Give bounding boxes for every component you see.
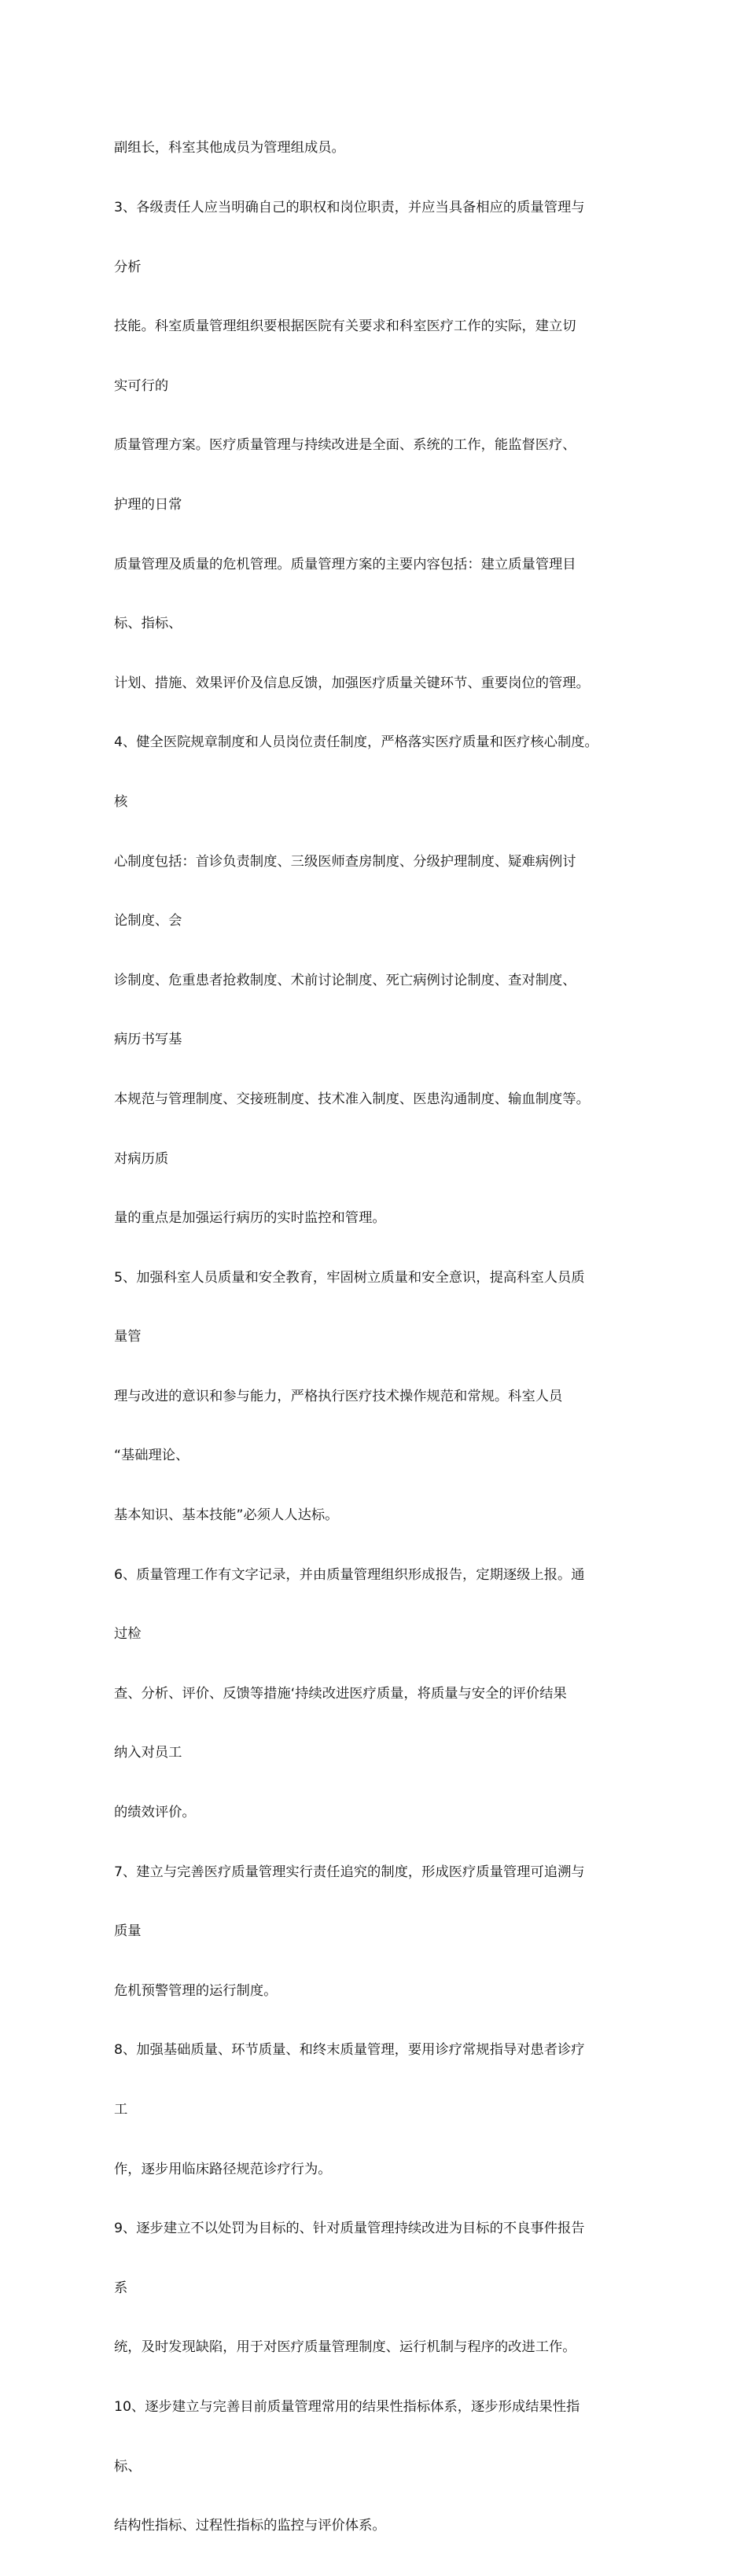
text-line: 理与改进的意识和参与能力，严格执行医疗技术操作规范和常规。科室人员 — [114, 1388, 563, 1404]
text-line: 4、健全医院规章制度和人员岗位责任制度，严格落实医疗质量和医疗核心制度。 — [114, 734, 598, 751]
text-line: 3、各级责任人应当明确自己的职权和岗位职责，并应当具备相应的质量管理与 — [114, 200, 585, 215]
text-line: 实可行的 — [114, 377, 169, 394]
text-line: 7、建立与完善医疗质量管理实行责任追究的制度，形成医疗质量管理可追溯与 — [114, 1864, 585, 1880]
text-line: 质量 — [114, 1923, 142, 1940]
text-line: 诊制度、危重患者抢救制度、术前讨论制度、死亡病例讨论制度、查对制度、 — [114, 972, 576, 988]
text-line: 量管 — [114, 1329, 142, 1345]
text-line: 护理的日常 — [114, 496, 182, 513]
text-line: 质量管理及质量的危机管理。质量管理方案的主要内容包括：建立质量管理目 — [114, 556, 576, 572]
text-line: 的绩效评价。 — [114, 1805, 196, 1821]
text-line: 标、 — [114, 2458, 142, 2475]
text-line: 量的重点是加强运行病历的实时监控和管理。 — [114, 1210, 386, 1227]
text-line: 核 — [114, 793, 128, 810]
text-line: 5、加强科室人员质量和安全教育，牢固树立质量和安全意识，提高科室人员质 — [114, 1269, 585, 1286]
text-line: 分析 — [114, 259, 142, 275]
text-line: 统，及时发现缺陷，用于对医疗质量管理制度、运行机制与程序的改进工作。 — [114, 2339, 576, 2356]
text-line: 9、逐步建立不以处罚为目标的、针对质量管理持续改进为目标的不良事件报告 — [114, 2221, 585, 2237]
text-line: 工 — [114, 2102, 128, 2118]
text-line: 计划、措施、效果评价及信息反馈，加强医疗质量关键环节、重要岗位的管理。 — [114, 675, 590, 691]
text-line: 过检 — [114, 1626, 142, 1643]
text-line: 基本知识、基本技能”必须人人达标。 — [114, 1507, 339, 1524]
text-line: 结构性指标、过程性指标的监控与评价体系。 — [114, 2518, 386, 2534]
text-line: 作，逐步用临床路径规范诊疗行为。 — [114, 2161, 332, 2177]
text-line: 论制度、会 — [114, 913, 182, 929]
text-line: 对病历质 — [114, 1150, 169, 1167]
text-line: “基础理论、 — [114, 1448, 190, 1464]
text-line: 心制度包括：首诊负责制度、三级医师查房制度、分级护理制度、疑难病例讨 — [114, 853, 576, 870]
text-line: 病历书写基 — [114, 1032, 182, 1048]
text-line: 技能。科室质量管理组织要根据医院有关要求和科室医疗工作的实际，建立切 — [114, 318, 576, 335]
text-line: 10、逐步建立与完善目前质量管理常用的结果性指标体系，逐步形成结果性指 — [114, 2398, 580, 2415]
text-line: 系 — [114, 2280, 128, 2296]
text-line: 本规范与管理制度、交接班制度、技术准入制度、医患沟通制度、输血制度等。 — [114, 1091, 590, 1107]
text-line: 8、加强基础质量、环节质量、和终末质量管理，要用诊疗常规指导对患者诊疗 — [114, 2042, 585, 2059]
text-line: 6、质量管理工作有文字记录，并由质量管理组织形成报告，定期逐级上报。通 — [114, 1566, 585, 1583]
text-line: 质量管理方案。医疗质量管理与持续改进是全面、系统的工作，能监督医疗、 — [114, 437, 576, 454]
text-line: 查、分析、评价、反馈等措施‘持续改进医疗质量，将质量与安全的评价结果 — [114, 1685, 567, 1702]
text-line: 标、指标、 — [114, 616, 182, 632]
text-line: 危机预警管理的运行制度。 — [114, 1982, 278, 1999]
document-body-text — [114, 99, 657, 2576]
text-line: 纳入对员工 — [114, 1745, 182, 1761]
text-line: 副组长，科室其他成员为管理组成员。 — [114, 140, 345, 156]
